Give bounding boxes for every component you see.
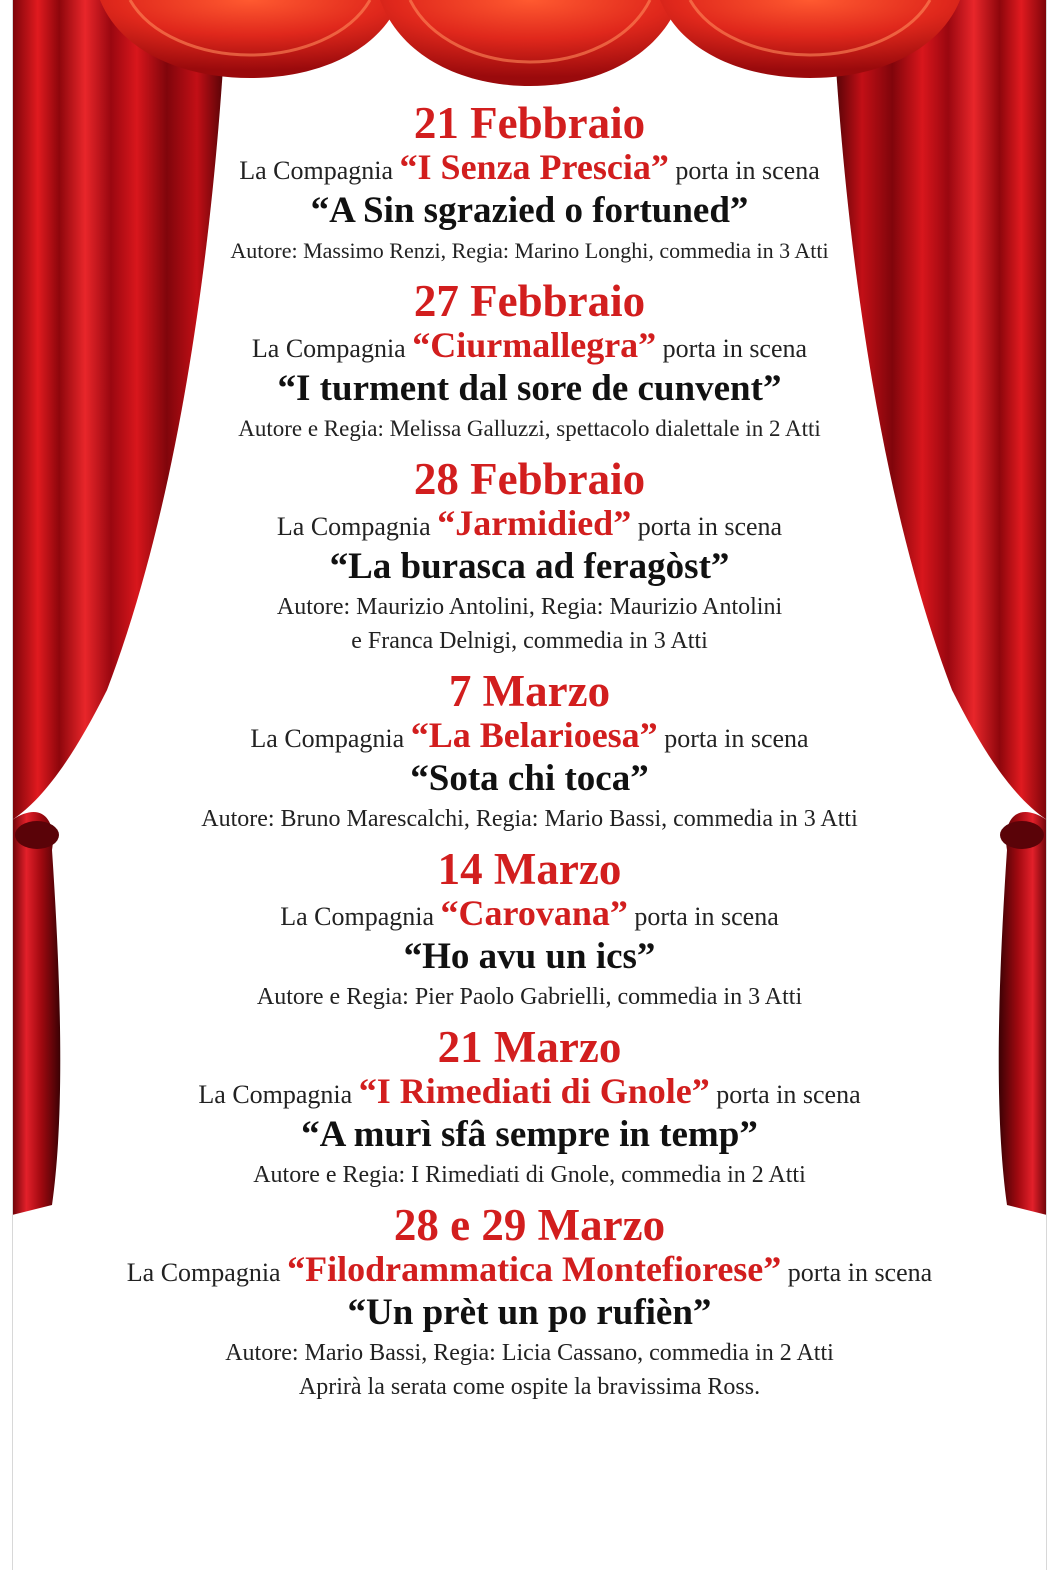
play-credits: Autore: Maurizio Antolini, Regia: Maurizio Antolini [276,594,783,620]
event-entry [0,842,1059,1014]
play-title: “A Sin sgrazied o fortuned” [310,190,749,231]
company-prefix: La Compagnia [198,1080,353,1109]
event-entry [0,664,1059,836]
event-date: 28 e 29 Marzo [393,1200,666,1250]
company-suffix: porta in scena [675,156,820,185]
company-line [0,1249,1059,1290]
guest-note: Aprirà la serata come ospite la bravissima Ross. [298,1374,761,1400]
play-title: “Sota chi toca” [410,758,649,799]
company-prefix: La Compagnia [239,156,394,185]
company-prefix: La Compagnia [126,1258,281,1287]
event-entry [0,452,1059,658]
event-entry [0,1020,1059,1192]
play-credits: Autore: Massimo Renzi, Regia: Marino Longhi, commedia in 3 Atti [230,238,829,263]
play-credits: Autore: Mario Bassi, Regia: Licia Cassano, commedia in 2 Atti [225,1340,834,1366]
event-date: 27 Febbraio [413,276,646,326]
play-title: “A murì sfâ sempre in temp” [301,1114,758,1155]
event-date: 21 Febbraio [413,98,646,148]
play-credits: Autore e Regia: Pier Paolo Gabrielli, commedia in 3 Atti [256,984,803,1010]
company-name: “La Belarioesa” [410,715,658,755]
company-name: “Ciurmallegra” [412,325,657,365]
company-suffix: porta in scena [664,724,809,753]
company-line [0,715,1059,756]
company-name: “Jarmidied” [437,503,632,543]
company-line [0,1071,1059,1112]
company-suffix: porta in scena [716,1080,861,1109]
event-entry [0,96,1059,268]
company-line [0,325,1059,366]
curtain-valance [0,0,1059,90]
company-suffix: porta in scena [637,512,783,541]
company-prefix: La Compagnia [276,512,431,541]
event-date: 28 Febbraio [413,454,646,504]
play-title: “Un prèt un po rufièn” [347,1292,712,1333]
company-line [0,893,1059,934]
company-name: “I Rimediati di Gnole” [358,1071,710,1111]
play-title: “Ho avu un ics” [403,936,656,977]
event-date: 14 Marzo [437,844,622,894]
event-date: 21 Marzo [437,1022,622,1072]
company-name: “I Senza Prescia” [399,147,669,187]
event-entry [0,1198,1059,1404]
play-credits: Autore e Regia: Melissa Galluzzi, spettacolo dialettale in 2 Atti [238,416,821,441]
company-suffix: porta in scena [662,334,808,363]
play-credits: Autore e Regia: I Rimediati di Gnole, commedia in 2 Atti [253,1162,806,1188]
company-suffix: porta in scena [787,1258,933,1287]
play-title: “La burasca ad feragòst” [329,546,730,587]
event-date: 7 Marzo [448,666,611,716]
company-prefix: La Compagnia [250,724,405,753]
event-entry [0,274,1059,446]
program-listing [0,96,1059,1404]
company-line [0,147,1059,188]
company-name: “Carovana” [440,893,628,933]
company-suffix: porta in scena [634,902,779,931]
company-prefix: La Compagnia [251,334,406,363]
company-line [0,503,1059,544]
frame-right-border [1046,0,1059,1570]
company-name: “Filodrammatica Montefiorese” [287,1249,782,1289]
play-title: “I turment dal sore de cunvent” [277,368,782,409]
frame-left-border [0,0,13,1570]
play-credits: Autore: Bruno Marescalchi, Regia: Mario Bassi, commedia in 3 Atti [201,806,858,832]
play-credits-continued: e Franca Delnigi, commedia in 3 Atti [351,628,708,654]
company-prefix: La Compagnia [280,902,435,931]
